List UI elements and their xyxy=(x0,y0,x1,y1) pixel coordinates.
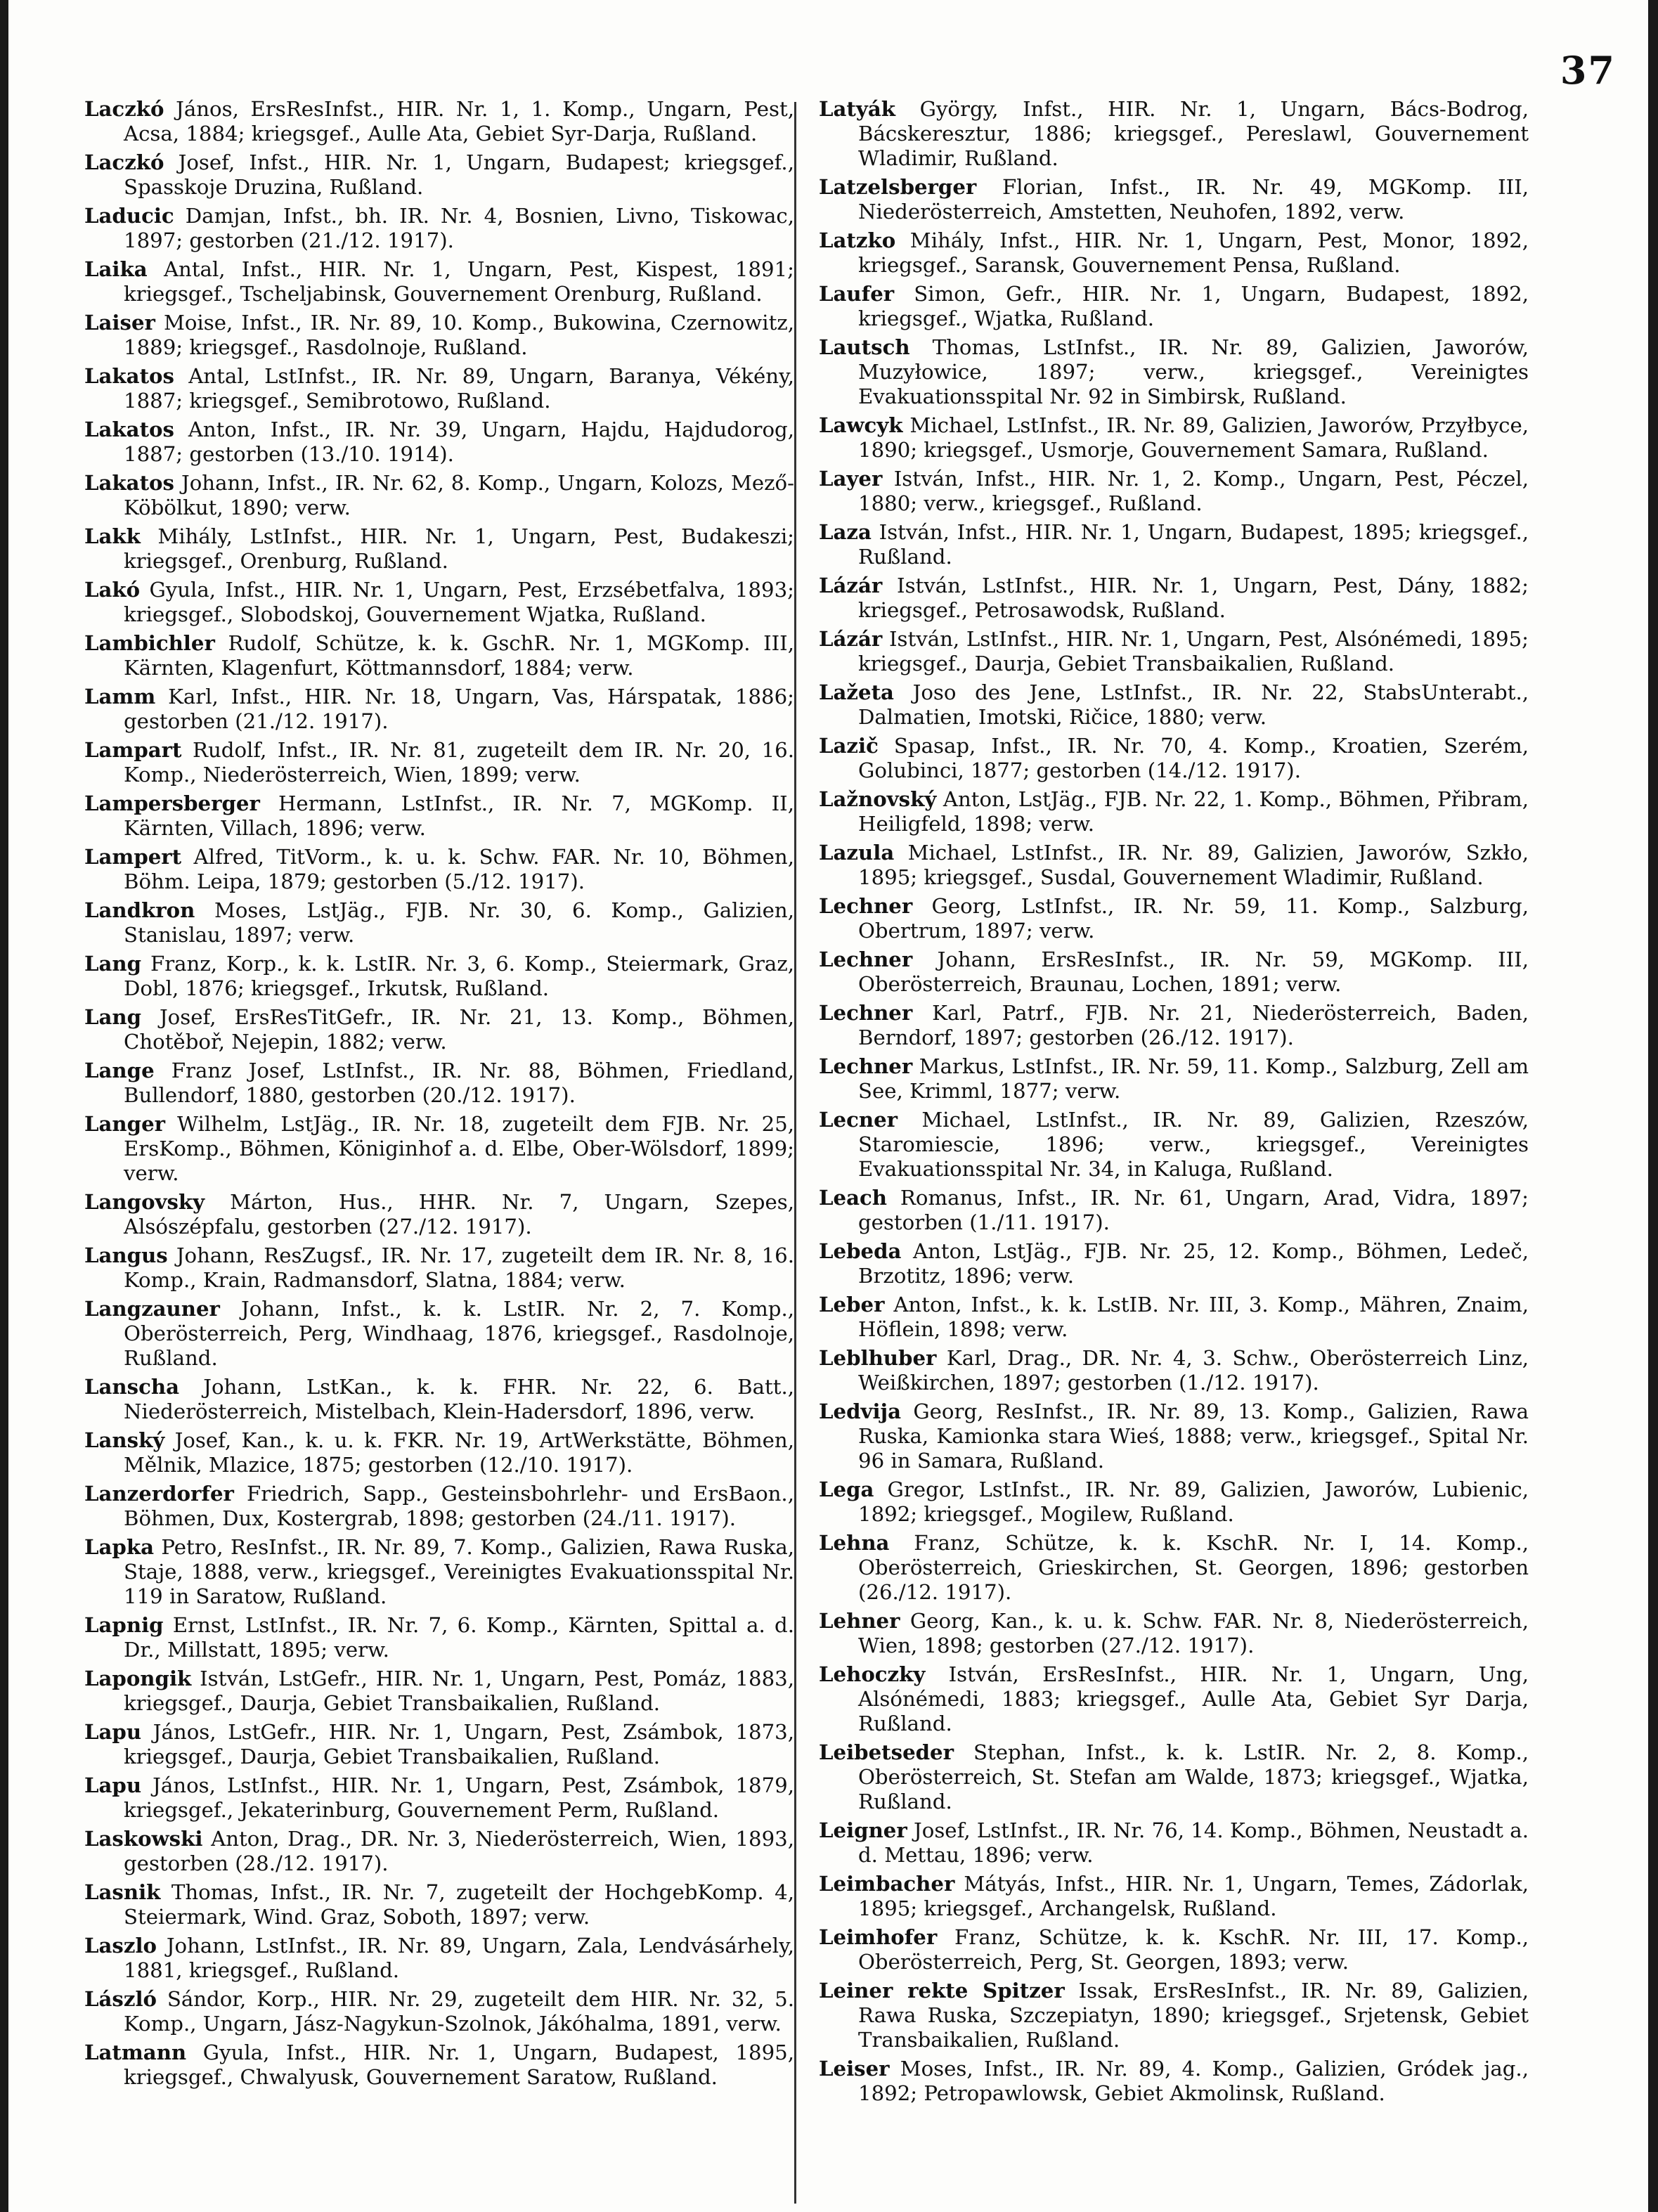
entry-details: Johann, ErsResInfst., IR. Nr. 59, MGKomp. III, Oberösterreich, Braunau, Lochen, 1891; verw. xyxy=(858,947,1529,996)
entry-details: Franz Josef, LstInfst., IR. Nr. 88, Böhmen, Friedland, Bullendorf, 1880, gestorben (20./12. 1917). xyxy=(124,1059,794,1107)
register-entry xyxy=(84,1112,794,1186)
entry-details: Georg, Kan., k. u. k. Schw. FAR. Nr. 8, Niederösterreich, Wien, 1898; gestorben (27./12. 1917). xyxy=(858,1609,1529,1657)
register-entry xyxy=(819,228,1529,278)
entry-details: Anton, Infst., k. k. LstIB. Nr. III, 3. Komp., Mähren, Znaim, Höflein, 1898; verw. xyxy=(858,1293,1529,1341)
entry-details: Gregor, LstInfst., IR. Nr. 89, Galizien, Jaworów, Lubienic, 1892; kriegsgef., Mogilew, Rußland. xyxy=(858,1477,1529,1526)
entry-details: Sándor, Korp., HIR. Nr. 29, zugeteilt dem HIR. Nr. 32, 5. Komp., Ungarn, Jász-Nagykun-Szolnok, Jákóhalma, 1891, verw. xyxy=(124,1987,794,2036)
register-entry xyxy=(819,1108,1529,1182)
register-entry xyxy=(84,204,794,253)
register-entry xyxy=(84,1005,794,1054)
entry-surname: Lakatos xyxy=(84,471,174,495)
entry-details: Stephan, Infst., k. k. LstIR. Nr. 2, 8. Komp., Oberösterreich, St. Stefan am Walde, 1873; kriegsgef., Wjatka, Rußland. xyxy=(858,1740,1529,1813)
register-entry xyxy=(819,2057,1529,2106)
entry-details: Anton, Infst., IR. Nr. 39, Ungarn, Hajdu, Hajdudorog, 1887; gestorben (13./10. 1914). xyxy=(124,418,794,466)
register-entry xyxy=(819,1979,1529,2052)
entry-surname: Lega xyxy=(819,1477,874,1501)
entry-surname: Lasnik xyxy=(84,1880,161,1904)
entry-surname: Latyák xyxy=(819,97,896,121)
entry-details: Georg, LstInfst., IR. Nr. 59, 11. Komp., Salzburg, Obertrum, 1897; verw. xyxy=(858,894,1529,943)
entry-details: Alfred, TitVorm., k. u. k. Schw. FAR. Nr. 10, Böhmen, Böhm. Leipa, 1879; gestorben (5./12. 1917). xyxy=(124,845,794,893)
entry-surname: Lautsch xyxy=(819,335,910,359)
entry-details: Gyula, Infst., HIR. Nr. 1, Ungarn, Budapest, 1895, kriegsgef., Chwalyusk, Gouvernement Saratow, Rußland. xyxy=(124,2040,794,2089)
entry-surname: Lanský xyxy=(84,1428,165,1452)
register-entry xyxy=(84,524,794,574)
register-entry xyxy=(819,574,1529,623)
register-entry xyxy=(84,257,794,306)
entry-surname: Landkron xyxy=(84,898,195,922)
entry-details: Mihály, Infst., HIR. Nr. 1, Ungarn, Pest, Monor, 1892, kriegsgef., Saransk, Gouvernement Pensa, Rußland. xyxy=(858,228,1529,277)
entry-surname: Leblhuber xyxy=(819,1346,937,1370)
register-entry xyxy=(819,1293,1529,1342)
entry-details: István, LstInfst., HIR. Nr. 1, Ungarn, Pest, Dány, 1882; kriegsgef., Petrosawodsk, Rußland. xyxy=(858,574,1529,622)
entry-surname: Latzko xyxy=(819,228,896,252)
register-entry xyxy=(84,952,794,1001)
entry-details: Florian, Infst., IR. Nr. 49, MGKomp. III, Niederösterreich, Amstetten, Neuhofen, 1892, verw. xyxy=(858,175,1529,224)
entry-surname: Laskowski xyxy=(84,1827,203,1851)
entry-surname: Langovsky xyxy=(84,1190,205,1214)
entry-details: János, LstGefr., HIR. Nr. 1, Ungarn, Pest, Zsámbok, 1873, kriegsgef., Daurja, Gebiet Transbaikalien, Rußland. xyxy=(124,1720,794,1768)
entry-surname: Lakatos xyxy=(84,364,174,388)
entry-surname: Lambichler xyxy=(84,631,215,655)
register-entry xyxy=(84,1987,794,2036)
entry-details: Mihály, LstInfst., HIR. Nr. 1, Ungarn, Pest, Budakeszi; kriegsgef., Orenburg, Rußland. xyxy=(124,524,794,573)
register-entry xyxy=(84,1190,794,1239)
entry-surname: Lehoczky xyxy=(819,1662,926,1686)
register-entry xyxy=(819,97,1529,171)
entry-surname: Langer xyxy=(84,1112,166,1136)
entry-surname: Lamm xyxy=(84,685,156,709)
entry-details: Anton, LstJäg., FJB. Nr. 25, 12. Komp., Böhmen, Ledeč, Brzotitz, 1896; verw. xyxy=(858,1239,1529,1288)
entry-surname: Lang xyxy=(84,1005,142,1029)
entry-details: Ernst, LstInfst., IR. Nr. 7, 6. Komp., Kärnten, Spittal a. d. Dr., Millstatt, 1895; verw. xyxy=(124,1613,794,1662)
register-entry xyxy=(819,894,1529,943)
entry-surname: Lázár xyxy=(819,574,883,597)
entry-surname: László xyxy=(84,1987,157,2011)
entry-details: István, Infst., HIR. Nr. 1, 2. Komp., Ungarn, Pest, Péczel, 1880; verw., kriegsgef., Rußland. xyxy=(858,467,1529,515)
register-entry xyxy=(819,1186,1529,1235)
register-entry xyxy=(84,791,794,841)
entry-details: Karl, Patrf., FJB. Nr. 21, Niederösterreich, Baden, Berndorf, 1897; gestorben (26./12. 1917). xyxy=(858,1001,1529,1049)
entry-surname: Laika xyxy=(84,257,148,281)
entry-details: Karl, Infst., HIR. Nr. 18, Ungarn, Vas, Hárspatak, 1886; gestorben (21./12. 1917). xyxy=(124,685,794,733)
register-entry xyxy=(819,1346,1529,1395)
entry-surname: Laczkó xyxy=(84,97,164,121)
entry-details: Moses, LstJäg., FJB. Nr. 30, 6. Komp., Galizien, Stanislau, 1897; verw. xyxy=(124,898,794,947)
register-entry xyxy=(84,97,794,146)
entry-details: János, LstInfst., HIR. Nr. 1, Ungarn, Pest, Zsámbok, 1879, kriegsgef., Jekaterinburg, Gouvernement Perm, Rußland. xyxy=(124,1773,794,1822)
entry-surname: Lapongik xyxy=(84,1667,192,1690)
entry-surname: Lawcyk xyxy=(819,413,903,437)
entry-surname: Lecner xyxy=(819,1108,898,1132)
entry-surname: Lakk xyxy=(84,524,141,548)
entry-details: Anton, LstJäg., FJB. Nr. 22, 1. Komp., Böhmen, Přibram, Heiligfeld, 1898; verw. xyxy=(858,787,1529,836)
entry-surname: Laszlo xyxy=(84,1934,157,1958)
register-entry xyxy=(84,1482,794,1531)
entry-details: Franz, Schütze, k. k. KschR. Nr. I, 14. Komp., Oberösterreich, Grieskirchen, St. Georgen, 1896; gestorben (26./12. 1917). xyxy=(858,1531,1529,1604)
register-entry xyxy=(84,1827,794,1876)
register-entry xyxy=(819,175,1529,224)
register-entry xyxy=(819,1399,1529,1473)
register-entry xyxy=(819,1818,1529,1868)
register-entry xyxy=(84,1059,794,1108)
register-entry xyxy=(819,1872,1529,1921)
entry-surname: Lazič xyxy=(819,734,879,758)
register-entry xyxy=(819,1477,1529,1527)
entry-surname: Lampersberger xyxy=(84,791,260,815)
register-entry xyxy=(819,520,1529,569)
entry-surname: Lampart xyxy=(84,738,182,762)
register-entry xyxy=(84,845,794,894)
entry-surname: Lange xyxy=(84,1059,155,1082)
entry-details: István, LstGefr., HIR. Nr. 1, Ungarn, Pest, Pomáz, 1883, kriegsgef., Daurja, Gebiet Transbaikalien, Rußland. xyxy=(124,1667,794,1715)
entry-surname: Leigner xyxy=(819,1818,907,1842)
entry-details: Márton, Hus., HHR. Nr. 7, Ungarn, Szepes, Alsószépfalu, gestorben (27./12. 1917). xyxy=(124,1190,794,1238)
entry-surname: Leimbacher xyxy=(819,1872,955,1896)
entry-details: Wilhelm, LstJäg., IR. Nr. 18, zugeteilt dem FJB. Nr. 25, ErsKomp., Böhmen, Königinhof a. d. Elbe, Ober-Wölsdorf, 1899; verw. xyxy=(124,1112,794,1185)
entry-surname: Lechner xyxy=(819,1001,913,1025)
entry-surname: Layer xyxy=(819,467,883,491)
entry-details: Petro, ResInfst., IR. Nr. 89, 7. Komp., Galizien, Rawa Ruska, Staje, 1888, verw., kriegsgef., Vereinigtes Evakuationsspital Nr. 119 in Saratow, Rußland. xyxy=(124,1535,794,1608)
entry-details: Johann, Infst., k. k. LstIR. Nr. 2, 7. Komp., Oberösterreich, Perg, Windhaag, 1876, kriegsgef., Rasdolnoje, Rußland. xyxy=(124,1297,794,1370)
register-entry xyxy=(819,1001,1529,1050)
register-entry xyxy=(84,1428,794,1477)
register-entry xyxy=(819,335,1529,409)
register-entry xyxy=(84,898,794,947)
entry-surname: Lechner xyxy=(819,1054,913,1078)
entry-details: István, LstInfst., HIR. Nr. 1, Ungarn, Pest, Alsónémedi, 1895; kriegsgef., Daurja, Gebiet Transbaikalien, Rußland. xyxy=(858,627,1529,675)
entry-surname: Laufer xyxy=(819,282,895,306)
register-entry xyxy=(84,1667,794,1716)
register-entry xyxy=(84,1880,794,1929)
page-number: 37 xyxy=(1560,48,1616,93)
entry-details: Antal, Infst., HIR. Nr. 1, Ungarn, Pest, Kispest, 1891; kriegsgef., Tscheljabinsk, Gouvernement Orenburg, Rußland. xyxy=(124,257,794,306)
entry-surname: Leber xyxy=(819,1293,885,1317)
entry-details: Romanus, Infst., IR. Nr. 61, Ungarn, Arad, Vidra, 1897; gestorben (1./11. 1917). xyxy=(858,1186,1529,1234)
entry-surname: Lapu xyxy=(84,1720,142,1744)
register-entry xyxy=(819,627,1529,676)
register-entry xyxy=(819,841,1529,890)
register-entry xyxy=(84,418,794,467)
register-entry xyxy=(84,2040,794,2090)
register-entry xyxy=(819,282,1529,331)
entry-surname: Lazula xyxy=(819,841,895,865)
entry-details: Josef, LstInfst., IR. Nr. 76, 14. Komp., Böhmen, Neustadt a. d. Mettau, 1896; verw. xyxy=(858,1818,1529,1867)
entry-details: Josef, Kan., k. u. k. FKR. Nr. 19, ArtWerkstätte, Böhmen, Mělnik, Mlazice, 1875; gestorben (12./10. 1917). xyxy=(124,1428,794,1477)
register-entry xyxy=(84,1934,794,1983)
entry-surname: Latzelsberger xyxy=(819,175,977,199)
entry-surname: Leach xyxy=(819,1186,887,1210)
page-edge-right xyxy=(1648,0,1658,2212)
entry-details: Thomas, Infst., IR. Nr. 7, zugeteilt der HochgebKomp. 4, Steiermark, Wind. Graz, Soboth, 1897; verw. xyxy=(124,1880,794,1929)
register-entry xyxy=(84,1297,794,1371)
entry-details: István, ErsResInfst., HIR. Nr. 1, Ungarn, Ung, Alsónémedi, 1883; kriegsgef., Aulle Ata, Gebiet Syr Darja, Rußland. xyxy=(858,1662,1529,1735)
register-entry xyxy=(819,947,1529,997)
entry-surname: Lehner xyxy=(819,1609,900,1633)
entry-surname: Lechner xyxy=(819,894,913,918)
register-entry xyxy=(819,1662,1529,1736)
column-divider xyxy=(794,102,796,2204)
register-entry xyxy=(819,734,1529,783)
register-entry xyxy=(819,1925,1529,1974)
register-entry xyxy=(84,1773,794,1823)
entry-details: Johann, ResZugsf., IR. Nr. 17, zugeteilt dem IR. Nr. 8, 16. Komp., Krain, Radmansdorf, Slatna, 1884; verw. xyxy=(124,1243,794,1292)
entry-surname: Leimhofer xyxy=(819,1925,938,1949)
register-entry xyxy=(84,471,794,520)
entry-surname: Langus xyxy=(84,1243,168,1267)
entry-details: Joso des Jene, LstInfst., IR. Nr. 22, StabsUnterabt., Dalmatien, Imotski, Ričice, 1880; verw. xyxy=(858,680,1529,729)
register-entry xyxy=(84,311,794,360)
entry-details: Mátyás, Infst., HIR. Nr. 1, Ungarn, Temes, Zádorlak, 1895; kriegsgef., Archangelsk, Rußland. xyxy=(858,1872,1529,1920)
entry-details: Johann, Infst., IR. Nr. 62, 8. Komp., Ungarn, Kolozs, Mező-Köbölkut, 1890; verw. xyxy=(124,471,794,519)
register-entry xyxy=(819,1740,1529,1814)
entry-details: Hermann, LstInfst., IR. Nr. 7, MGKomp. II, Kärnten, Villach, 1896; verw. xyxy=(124,791,794,840)
entry-details: Rudolf, Schütze, k. k. GschR. Nr. 1, MGKomp. III, Kärnten, Klagenfurt, Köttmannsdorf, 1884; verw. xyxy=(124,631,794,680)
register-entry xyxy=(84,738,794,787)
register-entry xyxy=(84,631,794,680)
entry-details: Markus, LstInfst., IR. Nr. 59, 11. Komp., Salzburg, Zell am See, Krimml, 1877; verw. xyxy=(858,1054,1529,1103)
register-entry xyxy=(819,680,1529,730)
register-entry xyxy=(819,467,1529,516)
entry-details: Friedrich, Sapp., Gesteinsbohrlehr- und ErsBaon., Böhmen, Dux, Kostergrab, 1898; gestorben (24./11. 1917). xyxy=(124,1482,794,1530)
entry-details: Michael, LstInfst., IR. Nr. 89, Galizien, Jaworów, Szkło, 1895; kriegsgef., Susdal, Gouvernement Wladimir, Rußland. xyxy=(858,841,1529,889)
page-edge-left xyxy=(0,0,8,2212)
entry-surname: Lechner xyxy=(819,947,913,971)
entry-surname: Leiser xyxy=(819,2057,890,2081)
entry-details: Antal, LstInfst., IR. Nr. 89, Ungarn, Baranya, Vékény, 1887; kriegsgef., Semibrotowo, Rußland. xyxy=(124,364,794,413)
entry-surname: Lapnig xyxy=(84,1613,164,1637)
entry-surname: Lang xyxy=(84,952,142,976)
entry-details: Franz, Korp., k. k. LstIR. Nr. 3, 6. Komp., Steiermark, Graz, Dobl, 1876; kriegsgef., Irkutsk, Rußland. xyxy=(124,952,794,1000)
entry-details: Josef, Infst., HIR. Nr. 1, Ungarn, Budapest; kriegsgef., Spasskoje Druzina, Rußland. xyxy=(124,150,794,199)
register-entry xyxy=(84,364,794,413)
entry-surname: Lehna xyxy=(819,1531,890,1555)
entry-surname: Leiner rekte Spitzer xyxy=(819,1979,1065,2003)
register-entry xyxy=(84,578,794,627)
entry-surname: Ledvija xyxy=(819,1399,902,1423)
entry-details: Franz, Schütze, k. k. KschR. Nr. III, 17. Komp., Oberösterreich, Perg, St. Georgen, 1893; verw. xyxy=(858,1925,1529,1974)
entry-details: Damjan, Infst., bh. IR. Nr. 4, Bosnien, Livno, Tiskowac, 1897; gestorben (21./12. 1917). xyxy=(124,204,794,252)
entry-surname: Lázár xyxy=(819,627,883,651)
register-entry xyxy=(819,1054,1529,1104)
register-entry xyxy=(819,1239,1529,1288)
entry-details: Johann, LstInfst., IR. Nr. 89, Ungarn, Zala, Lendvásárhely, 1881, kriegsgef., Rußland. xyxy=(124,1934,794,1982)
entry-details: Josef, ErsResTitGefr., IR. Nr. 21, 13. Komp., Böhmen, Chotěboř, Nejepin, 1882; verw. xyxy=(124,1005,794,1054)
entry-details: János, ErsResInfst., HIR. Nr. 1, 1. Komp., Ungarn, Pest, Acsa, 1884; kriegsgef., Aulle Ata, Gebiet Syr-Darja, Rußland. xyxy=(124,97,794,145)
entry-details: Anton, Drag., DR. Nr. 3, Niederösterreich, Wien, 1893, gestorben (28./12. 1917). xyxy=(124,1827,794,1875)
register-entry xyxy=(819,1531,1529,1605)
entry-details: György, Infst., HIR. Nr. 1, Ungarn, Bács-Bodrog, Bácskeresztur, 1886; kriegsgef., Pereslawl, Gouvernement Wladimir, Rußland. xyxy=(858,97,1529,170)
register-entry xyxy=(84,1243,794,1293)
register-entry xyxy=(84,1720,794,1769)
entry-surname: Lanzerdorfer xyxy=(84,1482,234,1506)
entry-details: Gyula, Infst., HIR. Nr. 1, Ungarn, Pest, Erzsébetfalva, 1893; kriegsgef., Slobodskoj, Gouvernement Wjatka, Rußland. xyxy=(124,578,794,626)
register-entry xyxy=(819,413,1529,463)
entry-details: Michael, LstInfst., IR. Nr. 89, Galizien, Jaworów, Przyłbyce, 1890; kriegsgef., Usmorje, Gouvernement Samara, Rußland. xyxy=(858,413,1529,462)
entry-details: Thomas, LstInfst., IR. Nr. 89, Galizien, Jaworów, Muzyłowice, 1897; verw., kriegsgef., Vereinigtes Evakuationsspital Nr. 92 in Simbirsk, Rußland. xyxy=(858,335,1529,408)
entry-surname: Lažeta xyxy=(819,680,894,704)
entry-surname: Lapka xyxy=(84,1535,154,1559)
entry-details: Johann, LstKan., k. k. FHR. Nr. 22, 6. Batt., Niederösterreich, Mistelbach, Klein-Hadersdorf, 1896, verw. xyxy=(124,1375,794,1423)
register-entry xyxy=(84,1535,794,1609)
entry-surname: Laczkó xyxy=(84,150,164,174)
entry-surname: Laza xyxy=(819,520,872,544)
entry-surname: Langzauner xyxy=(84,1297,220,1321)
entry-details: Simon, Gefr., HIR. Nr. 1, Ungarn, Budapest, 1892, kriegsgef., Wjatka, Rußland. xyxy=(858,282,1529,330)
entry-surname: Lakatos xyxy=(84,418,174,441)
entry-details: Michael, LstInfst., IR. Nr. 89, Galizien, Rzeszów, Staromiescie, 1896; verw., kriegsgef., Vereinigtes Evakuationsspital Nr. 34, in Kaluga, Rußland. xyxy=(858,1108,1529,1181)
right-column xyxy=(819,97,1529,2110)
register-entry xyxy=(84,1375,794,1424)
entry-details: István, Infst., HIR. Nr. 1, Ungarn, Budapest, 1895; kriegsgef., Rußland. xyxy=(858,520,1529,569)
entry-surname: Lapu xyxy=(84,1773,142,1797)
entry-surname: Latmann xyxy=(84,2040,187,2064)
entry-surname: Lampert xyxy=(84,845,182,869)
left-column xyxy=(84,97,794,2094)
entry-details: Georg, ResInfst., IR. Nr. 89, 13. Komp., Galizien, Rawa Ruska, Kamionka stara Wieś, 1888; verw., kriegsgef., Spital Nr. 96 in Samara, Rußland. xyxy=(858,1399,1529,1473)
entry-details: Moise, Infst., IR. Nr. 89, 10. Komp., Bukowina, Czernowitz, 1889; kriegsgef., Rasdolnoje, Rußland. xyxy=(124,311,794,359)
register-entry xyxy=(84,150,794,200)
register-entry xyxy=(84,685,794,734)
entry-surname: Lažnovský xyxy=(819,787,937,811)
register-entry xyxy=(819,1609,1529,1658)
entry-details: Spasap, Infst., IR. Nr. 70, 4. Komp., Kroatien, Szerém, Golubinci, 1877; gestorben (14./12. 1917). xyxy=(858,734,1529,782)
register-entry xyxy=(819,787,1529,836)
register-entry xyxy=(84,1613,794,1662)
entry-surname: Laducic xyxy=(84,204,174,228)
entry-details: Issak, ErsResInfst., IR. Nr. 89, Galizien, Rawa Ruska, Szczepiatyn, 1890; kriegsgef., Srjetensk, Gebiet Transbaikalien, Rußland. xyxy=(858,1979,1529,2052)
entry-details: Karl, Drag., DR. Nr. 4, 3. Schw., Oberösterreich Linz, Weißkirchen, 1897; gestorben (1./12. 1917). xyxy=(858,1346,1529,1395)
entry-surname: Lebeda xyxy=(819,1239,902,1263)
entry-surname: Lakó xyxy=(84,578,141,602)
entry-details: Moses, Infst., IR. Nr. 89, 4. Komp., Galizien, Gródek jag., 1892; Petropawlowsk, Gebiet Akmolinsk, Rußland. xyxy=(858,2057,1529,2105)
entry-surname: Laiser xyxy=(84,311,155,335)
entry-surname: Lanscha xyxy=(84,1375,179,1399)
entry-surname: Leibetseder xyxy=(819,1740,954,1764)
entry-details: Rudolf, Infst., IR. Nr. 81, zugeteilt dem IR. Nr. 20, 16. Komp., Niederösterreich, Wien, 1899; verw. xyxy=(124,738,794,787)
